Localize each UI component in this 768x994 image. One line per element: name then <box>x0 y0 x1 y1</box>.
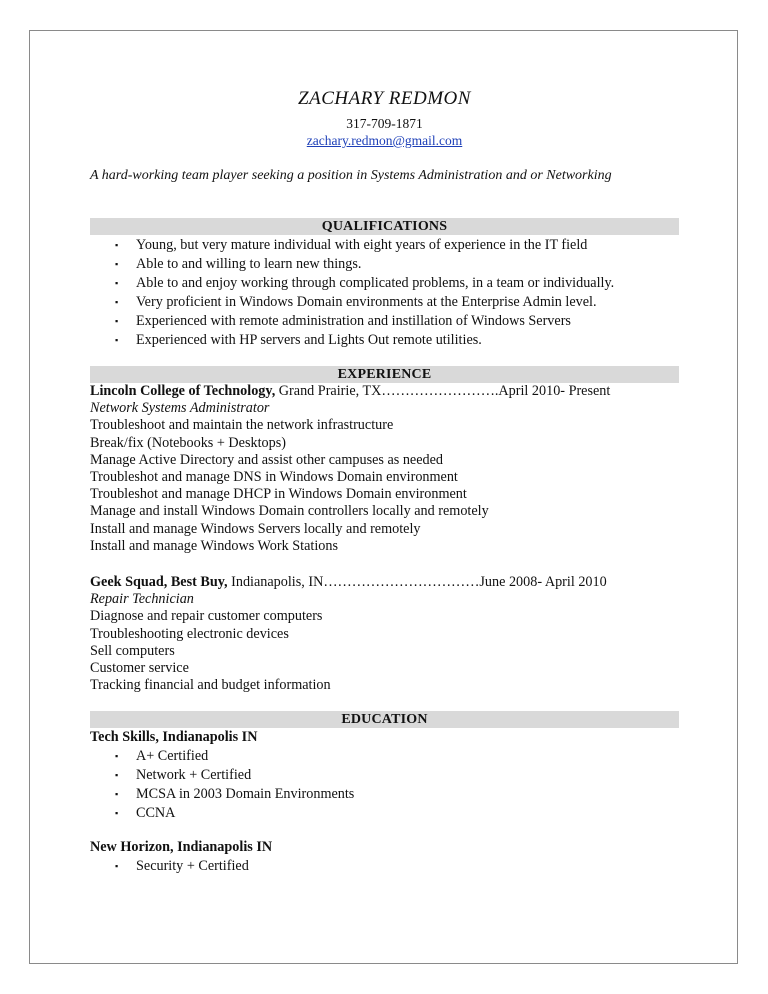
job-duty: Sell computers <box>90 642 175 659</box>
job-dates: June 2008- April 2010 <box>479 574 607 590</box>
job-duty: Customer service <box>90 659 189 676</box>
email-line <box>90 133 679 149</box>
job-header <box>90 383 690 400</box>
bullet-icon: ▪ <box>115 259 119 269</box>
new-horizon-certifications <box>90 857 249 876</box>
job-duty: Troubleshot and manage DNS in Windows Domain environment <box>90 468 458 485</box>
education-heading: EDUCATION <box>90 711 679 728</box>
job-location: Grand Prairie, TX <box>275 383 382 399</box>
job-duty: Troubleshoot and maintain the network infrastructure <box>90 417 394 434</box>
list-item: ▪ MCSA in 2003 Domain Environments <box>115 786 355 802</box>
bullet-icon: ▪ <box>115 240 119 250</box>
school-new-horizon <box>90 839 690 856</box>
employer-name: Geek Squad, Best Buy, <box>90 574 228 590</box>
bullet-icon: ▪ <box>115 770 119 780</box>
qualifications-list <box>90 236 614 350</box>
list-item: ▪ Security + Certified <box>115 858 249 874</box>
job-duty: Troubleshot and manage DHCP in Windows Domain environment <box>90 486 467 503</box>
job-duty: Tracking financial and budget information <box>90 677 331 694</box>
list-item: ▪ Network + Certified <box>115 767 252 783</box>
job-duty: Install and manage Windows Servers locally and remotely <box>90 520 421 537</box>
job-location: Indianapolis, IN <box>227 574 324 590</box>
job-header <box>90 574 690 591</box>
phone-number: 317-709-1871 <box>346 116 423 131</box>
tech-skills-certifications <box>90 747 354 823</box>
bullet-icon: ▪ <box>115 278 119 288</box>
bullet-icon: ▪ <box>115 861 119 871</box>
list-item: ▪ Very proficient in Windows Domain environments at the Enterprise Admin level. <box>115 294 597 310</box>
qualifications-heading: QUALIFICATIONS <box>90 218 679 235</box>
job-duty: Manage and install Windows Domain controllers locally and remotely <box>90 503 489 520</box>
bullet-icon: ▪ <box>115 789 119 799</box>
job-duty: Install and manage Windows Work Stations <box>90 537 338 554</box>
job-duty: Manage Active Directory and assist other campuses as needed <box>90 451 443 468</box>
bullet-icon: ▪ <box>115 335 119 345</box>
leader-dots: …………………………… <box>323 574 480 590</box>
job-title: Network Systems Administrator <box>90 400 270 417</box>
leader-dots: ……………………. <box>381 383 499 399</box>
list-item: ▪ Experienced with HP servers and Lights Out remote utilities. <box>115 332 482 348</box>
list-item: ▪ Able to and enjoy working through complicated problems, in a team or individually. <box>115 275 615 291</box>
job-duty: Troubleshooting electronic devices <box>90 625 289 642</box>
experience-heading: EXPERIENCE <box>90 366 679 383</box>
job-title: Repair Technician <box>90 591 194 608</box>
bullet-icon: ▪ <box>115 808 119 818</box>
bullet-icon: ▪ <box>115 297 119 307</box>
objective-statement: A hard-working team player seeking a position in Systems Administration and or Networking <box>90 168 612 183</box>
candidate-name: ZACHARY REDMON <box>298 88 471 109</box>
job-geek-squad <box>90 574 690 694</box>
list-item: ▪ Experienced with remote administration and instillation of Windows Servers <box>115 313 571 329</box>
list-item: ▪ Young, but very mature individual with eight years of experience in the IT field <box>115 237 588 253</box>
school-tech-skills <box>90 729 690 746</box>
list-item: ▪ CCNA <box>115 805 176 821</box>
email-link[interactable]: zachary.redmon@gmail.com <box>306 133 463 148</box>
bullet-icon: ▪ <box>115 316 119 326</box>
job-lincoln <box>90 383 690 555</box>
job-duty: Diagnose and repair customer computers <box>90 608 323 625</box>
school-name: Tech Skills, Indianapolis IN <box>90 729 258 745</box>
list-item: ▪ A+ Certified <box>115 748 209 764</box>
job-dates: April 2010- Present <box>498 383 611 399</box>
list-item: ▪ Able to and willing to learn new things. <box>115 256 362 272</box>
job-duty: Break/fix (Notebooks + Desktops) <box>90 434 286 451</box>
school-name: New Horizon, Indianapolis IN <box>90 839 273 855</box>
bullet-icon: ▪ <box>115 751 119 761</box>
employer-name: Lincoln College of Technology, <box>90 383 276 399</box>
